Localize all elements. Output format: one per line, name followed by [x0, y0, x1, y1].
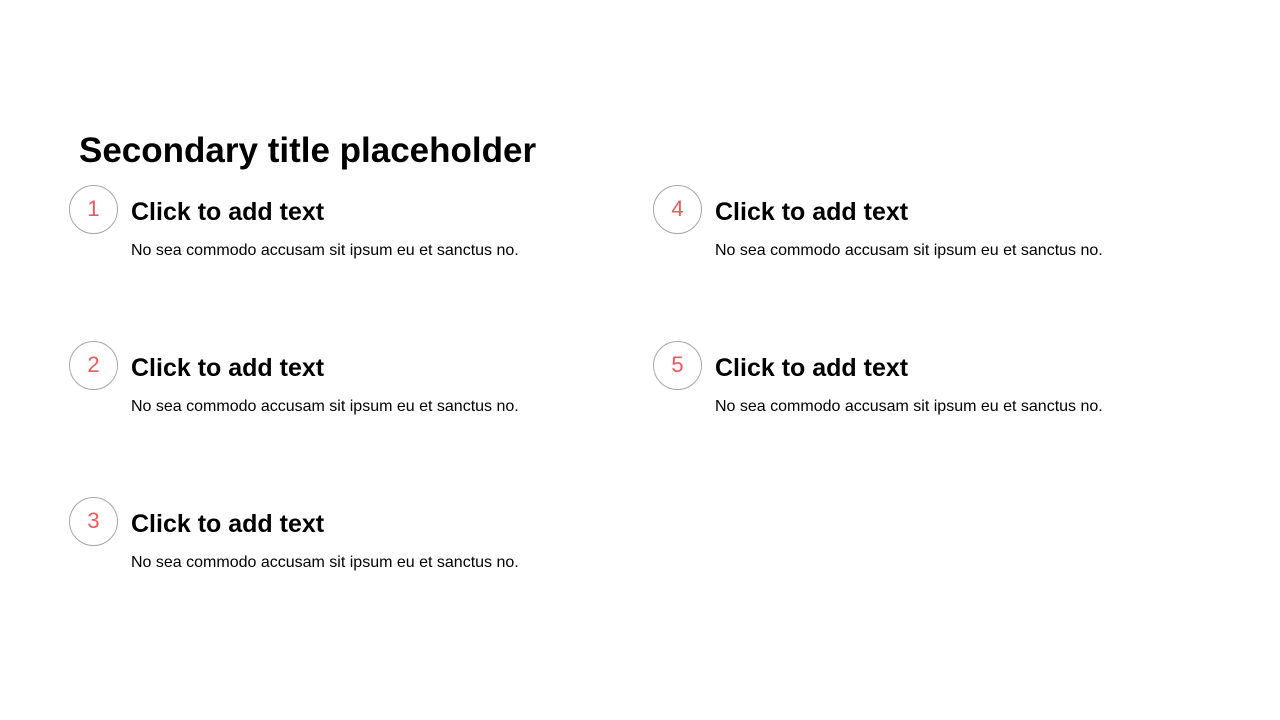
- item-heading[interactable]: Click to add text: [715, 354, 909, 382]
- item-body[interactable]: No sea commodo accusam sit ipsum eu et sanctus no.: [131, 554, 519, 571]
- item-heading[interactable]: Click to add text: [131, 354, 325, 382]
- item-number: 5: [671, 351, 684, 377]
- list-item-1: [69, 185, 629, 285]
- list-item-5: [653, 341, 1213, 441]
- slide-title[interactable]: Secondary title placeholder: [79, 131, 537, 170]
- item-heading[interactable]: Click to add text: [131, 510, 325, 538]
- item-body[interactable]: No sea commodo accusam sit ipsum eu et sanctus no.: [715, 242, 1103, 259]
- item-number: 4: [671, 195, 684, 221]
- item-number: 1: [87, 195, 100, 221]
- item-heading[interactable]: Click to add text: [715, 198, 909, 226]
- number-circle: [653, 341, 702, 390]
- number-circle: [653, 185, 702, 234]
- item-number: 3: [87, 507, 100, 533]
- list-item-2: [69, 341, 629, 441]
- item-body[interactable]: No sea commodo accusam sit ipsum eu et sanctus no.: [131, 398, 519, 415]
- item-body[interactable]: No sea commodo accusam sit ipsum eu et sanctus no.: [715, 398, 1103, 415]
- number-circle: [69, 497, 118, 546]
- list-item-3: [69, 497, 629, 597]
- number-circle: [69, 185, 118, 234]
- list-item-4: [653, 185, 1213, 285]
- item-number: 2: [87, 351, 100, 377]
- item-body[interactable]: No sea commodo accusam sit ipsum eu et sanctus no.: [131, 242, 519, 259]
- item-heading[interactable]: Click to add text: [131, 198, 325, 226]
- number-circle: [69, 341, 118, 390]
